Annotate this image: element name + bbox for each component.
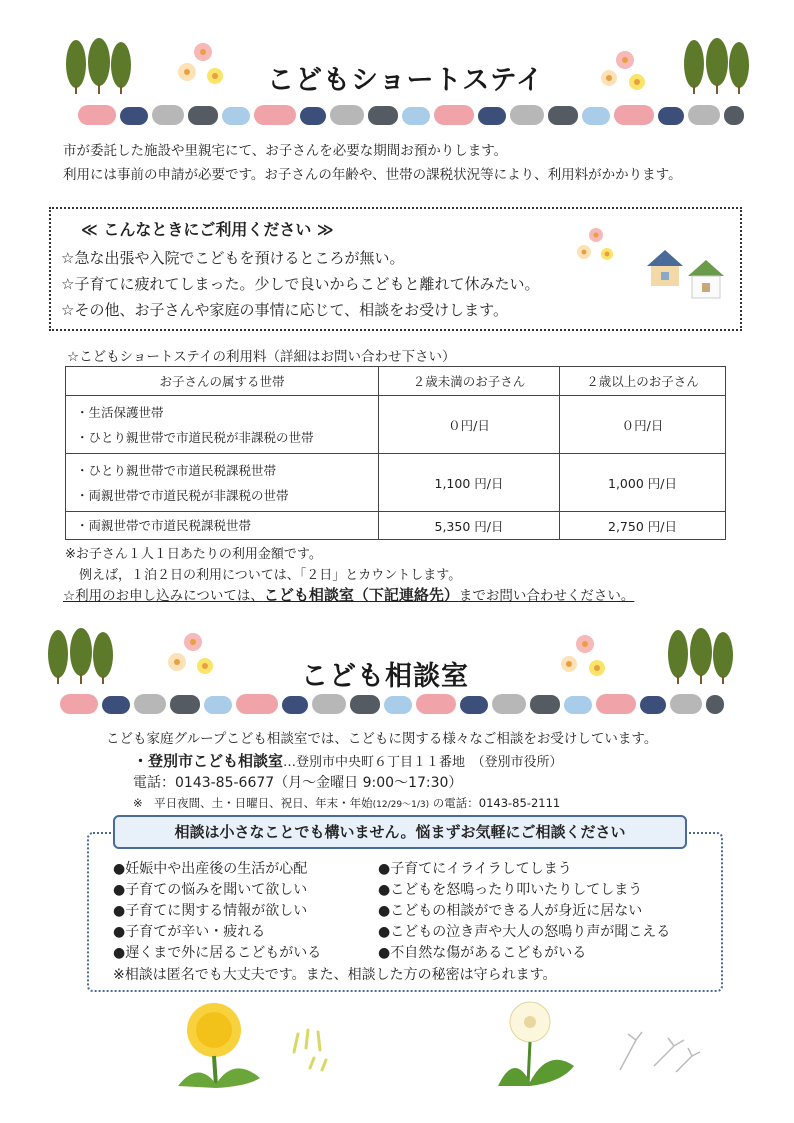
trees-icon [64,38,134,94]
table-header: ２歳未満のお子さん [379,367,560,396]
usage-item: ☆その他、お子さんや家庭の事情に応じて、相談をお受けします。 [61,301,508,319]
flowers-icon [557,632,612,682]
worry-item: ●不自然な傷があるこどもがいる [378,945,587,961]
stones-border [78,103,744,125]
table-header: ２歳以上のお子さん [560,367,726,396]
household-type: ・ひとり親世帯で市道民税課税世帯 ・両親世帯で市道民税が非課税の世帯 [66,454,379,512]
worries-heading: 相談は小さなことでも構いません。悩まずお気軽にご相談ください [113,815,687,849]
office-phone: 電話：0143-85-6677（月～金曜日 9:00～17:30） [133,775,463,791]
worry-item: ●遅くまで外に居るこどもがいる [113,945,322,961]
usage-box [49,207,742,331]
worry-item: ●子育てが辛い・疲れる [113,924,266,940]
table-header-row [66,367,726,396]
fee-table [65,366,726,540]
consult-title: こども相談室 [301,661,469,692]
usage-item: ☆急な出張や入院でこどもを預けるところが無い。 [61,249,405,267]
fee-under-2: ０円/日 [379,396,560,454]
office-address: …登別市中央町６丁目１１番地 （登別市役所） [283,755,563,770]
intro-line-2: 利用には事前の申請が必要です。お子さんの年齢や、世帯の課税状況等により、利用料がかかります。 [63,167,682,183]
worry-item: ●こどもの泣き声や大人の怒鳴り声が聞こえる [378,924,671,940]
fee-under-2: 5,350 円/日 [379,512,560,540]
fee-caption: ☆こどもショートステイの利用料（詳細はお問い合わせ下さい） [67,349,456,365]
dandelion-seedhead-icon [494,996,584,1088]
fee-under-2: 1,100 円/日 [379,454,560,512]
apply-note: ☆利用のお申し込みについては、こども相談室（下記連絡先）までお問い合わせください。 [63,586,635,604]
flowers-icon [165,630,220,680]
usage-item: ☆子育てに疲れてしまった。少しで良いからこどもと離れて休みたい。 [61,275,540,293]
flowers-icon [574,226,618,266]
flowers-icon [175,40,230,90]
worry-item: ●子育ての悩みを聞いて欲しい [113,882,308,898]
fee-over-2: 2,750 円/日 [560,512,726,540]
after-hours-phone: ※ 平日夜間、土・日曜日、祝日、年末・年始(12/29～1/3) の電話：0143-85-2111 [133,796,561,810]
usage-heading: ≪ こんなときにご利用ください ≫ [81,220,334,239]
office-line [133,750,563,771]
worry-item: ●こどもの相談ができる人が身近に居ない [378,903,643,919]
office-name: ・登別市こども相談室 [133,752,284,770]
table-row [66,396,726,454]
flowers-icon [597,48,652,98]
seeds-icon [606,1026,702,1076]
household-type: ・生活保護世帯 ・ひとり親世帯で市道民税が非課税の世帯 [66,396,379,454]
trees-icon [46,628,116,684]
table-header: お子さんの属する世帯 [66,367,379,396]
worry-item: ●妊娠中や出産後の生活が心配 [113,861,308,877]
table-row [66,454,726,512]
fee-over-2: 1,000 円/日 [560,454,726,512]
sprouts-icon [288,1024,343,1072]
anonymity-note: ※相談は匿名でも大丈夫です。また、相談した方の秘密は守られます。 [113,967,557,983]
fee-note: ※お子さん１人１日あたりの利用金額です。 [65,547,322,562]
fee-over-2: ０円/日 [560,396,726,454]
consult-intro: こども家庭グループこども相談室では、こどもに関する様々なご相談をお受けしています。 [106,731,658,747]
worry-item: ●子育てにイライラしてしまう [378,861,572,877]
intro-line-1: 市が委託した施設や里親宅にて、お子さんを必要な期間お預かりします。 [63,143,508,159]
worry-item: ●子育てに関する情報が欲しい [113,903,308,919]
trees-icon [682,38,752,94]
trees-icon [666,628,736,684]
stones-border [60,692,724,714]
houses-icon [644,246,728,302]
table-row [66,512,726,540]
household-type: ・両親世帯で市道民税課税世帯 [66,512,379,540]
short-stay-title: こどもショートステイ [267,65,544,96]
dandelion-icon [168,1000,278,1090]
worry-item: ●こどもを怒鳴ったり叩いたりしてしまう [378,882,643,898]
apply-contact: こども相談室（下記連絡先） [263,586,459,604]
fee-example: 例えば，１泊２日の利用については、「２日」とカウントします。 [79,568,462,583]
